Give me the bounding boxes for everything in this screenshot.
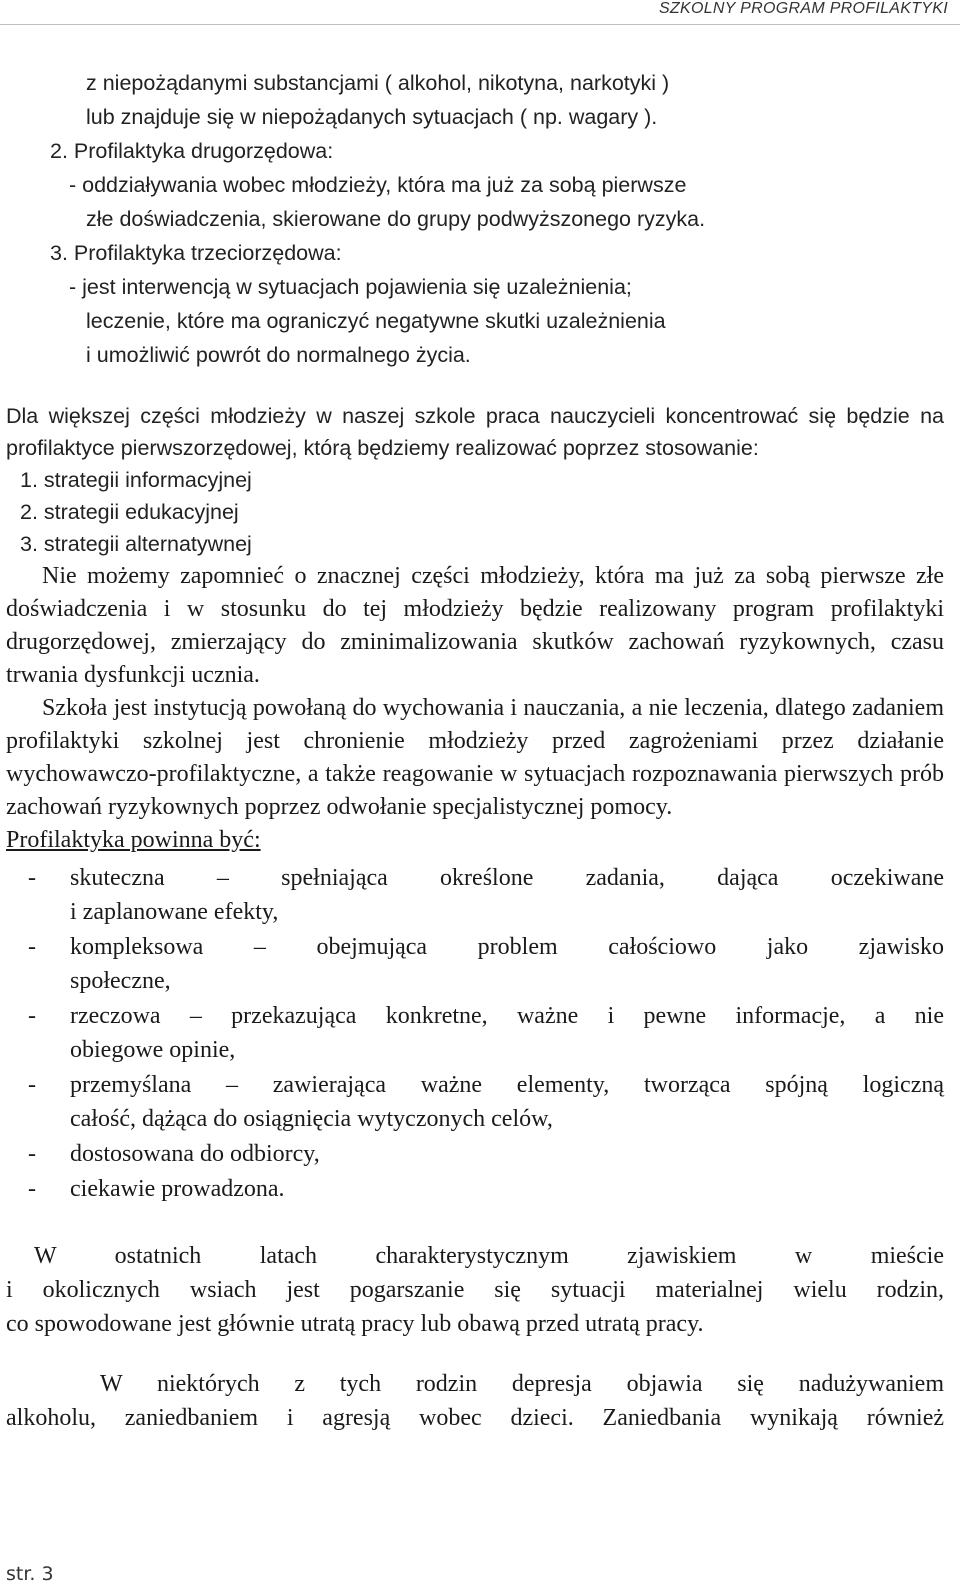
school-paragraph: Szkoła jest instytucją powołaną do wychowania i nauczania, a nie leczenia, dlatego zadaniem profilaktyki szkolnej jest chronienie młodzieży przed zagrożeniami przez działanie wychowawczo-profilaktyczne, a także reagowanie w sytuacjach rozpoznawania pierwszych prób zachowań ryzykownych poprzez odwołanie specjalistycznej pomocy. — [6, 695, 944, 820]
recent-years-line-2: i okolicznych wsiach jest pogarszanie się sytuacji materialnej wielu rodzin, — [6, 1277, 944, 1303]
should-be-list — [6, 861, 944, 1206]
majority-paragraph: Dla większej części młodzieży w naszej szkole praca nauczycieli koncentrować się będzie na profilaktyce pierwszorzędowej, którą będziemy realizować poprzez stosowanie: — [6, 404, 944, 460]
list-item-line-1: ciekawie prowadzona. — [70, 1176, 285, 1202]
paragraph-spacer — [6, 1207, 944, 1239]
main-text-section — [6, 560, 944, 1435]
level-tertiary-line-1: - jest interwencją w sytuacjach pojawienia się uzależnienia; — [69, 275, 632, 299]
list-item-line-1: kompleksowa – obejmująca problem całościowo jako zjawisko — [70, 934, 944, 960]
header-divider — [0, 24, 960, 25]
dash-marker: - — [28, 1141, 36, 1167]
list-item-line-2: społeczne, — [70, 968, 171, 994]
list-item — [6, 1172, 944, 1206]
intro-line-2: lub znajduje się w niepożądanych sytuacjach ( np. wagary ). — [86, 105, 658, 129]
families-paragraph — [6, 1367, 944, 1435]
strategy-item: 1. strategii informacyjnej — [20, 468, 252, 492]
dash-marker: - — [28, 1003, 36, 1029]
level-secondary-line-2: złe doświadczenia, skierowane do grupy podwyższonego ryzyka. — [86, 207, 706, 231]
list-item-line-2: obiegowe opinie, — [70, 1037, 236, 1063]
running-header: SZKOLNY PROGRAM PROFILAKTYKI — [658, 0, 948, 17]
level-tertiary — [50, 236, 944, 372]
dash-marker: - — [28, 1072, 36, 1098]
strategy-list — [20, 464, 944, 560]
level-tertiary-line-3: i umożliwić powrót do normalnego życia. — [86, 343, 471, 367]
paragraph-spacer — [6, 1341, 944, 1367]
list-item — [6, 1068, 944, 1136]
level-tertiary-heading: 3. Profilaktyka trzeciorzędowa: — [50, 241, 342, 265]
list-item-line-1: rzeczowa – przekazująca konkretne, ważne i pewne informacje, a nie — [70, 1003, 944, 1029]
dash-marker: - — [28, 865, 36, 891]
list-item — [6, 930, 944, 998]
level-secondary-heading: 2. Profilaktyka drugorzędowa: — [50, 139, 334, 163]
level-tertiary-bullet — [69, 270, 944, 372]
list-item-line-1: przemyślana – zawierająca ważne elementy, tworząca spójną logiczną — [70, 1072, 944, 1098]
level-secondary-bullet — [69, 168, 944, 236]
list-item-line-2: i zaplanowane efekty, — [70, 899, 279, 925]
intro-line-1: z niepożądanymi substancjami ( alkohol, nikotyna, narkotyki ) — [86, 71, 670, 95]
dash-marker: - — [28, 934, 36, 960]
families-line-2: alkoholu, zaniedbaniem i agresją wobec dzieci. Zaniedbania wynikają również — [6, 1405, 944, 1431]
second-level-paragraph: Nie możemy zapomnieć o znacznej części młodzieży, która ma już za sobą pierwsze złe doświadczenia i w stosunku do tej młodzieży będzie realizowany program profilaktyki drugorzędowej, zmierzający do zminimalizowania skutków zachowań ryzykownych, czasu trwania dysfunkcji ucznia. — [6, 563, 944, 688]
strategy-item: 3. strategii alternatywnej — [20, 532, 252, 556]
list-item — [6, 861, 944, 929]
recent-years-line-1: W ostatnich latach charakterystycznym zjawiskiem w mieście — [34, 1243, 944, 1269]
list-item — [6, 999, 944, 1067]
document-page — [6, 66, 944, 1435]
list-item-line-1: dostosowana do odbiorcy, — [70, 1141, 320, 1167]
families-line-1: W niektórych z tych rodzin depresja objawia się nadużywaniem — [100, 1371, 944, 1397]
dash-marker: - — [28, 1176, 36, 1202]
should-be-heading: Profilaktyka powinna być: — [6, 827, 261, 853]
recent-years-line-3: co spowodowane jest głównie utratą pracy lub obawą przed utratą pracy. — [6, 1311, 704, 1337]
page-number: str. 3 — [6, 1563, 54, 1585]
level-secondary — [50, 134, 944, 236]
list-item-line-2: całość, dążąca do osiągnięcia wytyczonych celów, — [70, 1106, 553, 1132]
list-item — [6, 1137, 944, 1171]
level-secondary-line-1: - oddziaływania wobec młodzieży, która ma już za sobą pierwsze — [69, 173, 687, 197]
prevention-levels-section — [6, 66, 944, 560]
recent-years-paragraph — [6, 1239, 944, 1341]
level-tertiary-line-2: leczenie, które ma ograniczyć negatywne skutki uzależnienia — [86, 309, 666, 333]
strategy-item: 2. strategii edukacyjnej — [20, 500, 239, 524]
list-item-line-1: skuteczna – spełniająca określone zadania, dająca oczekiwane — [70, 865, 944, 891]
